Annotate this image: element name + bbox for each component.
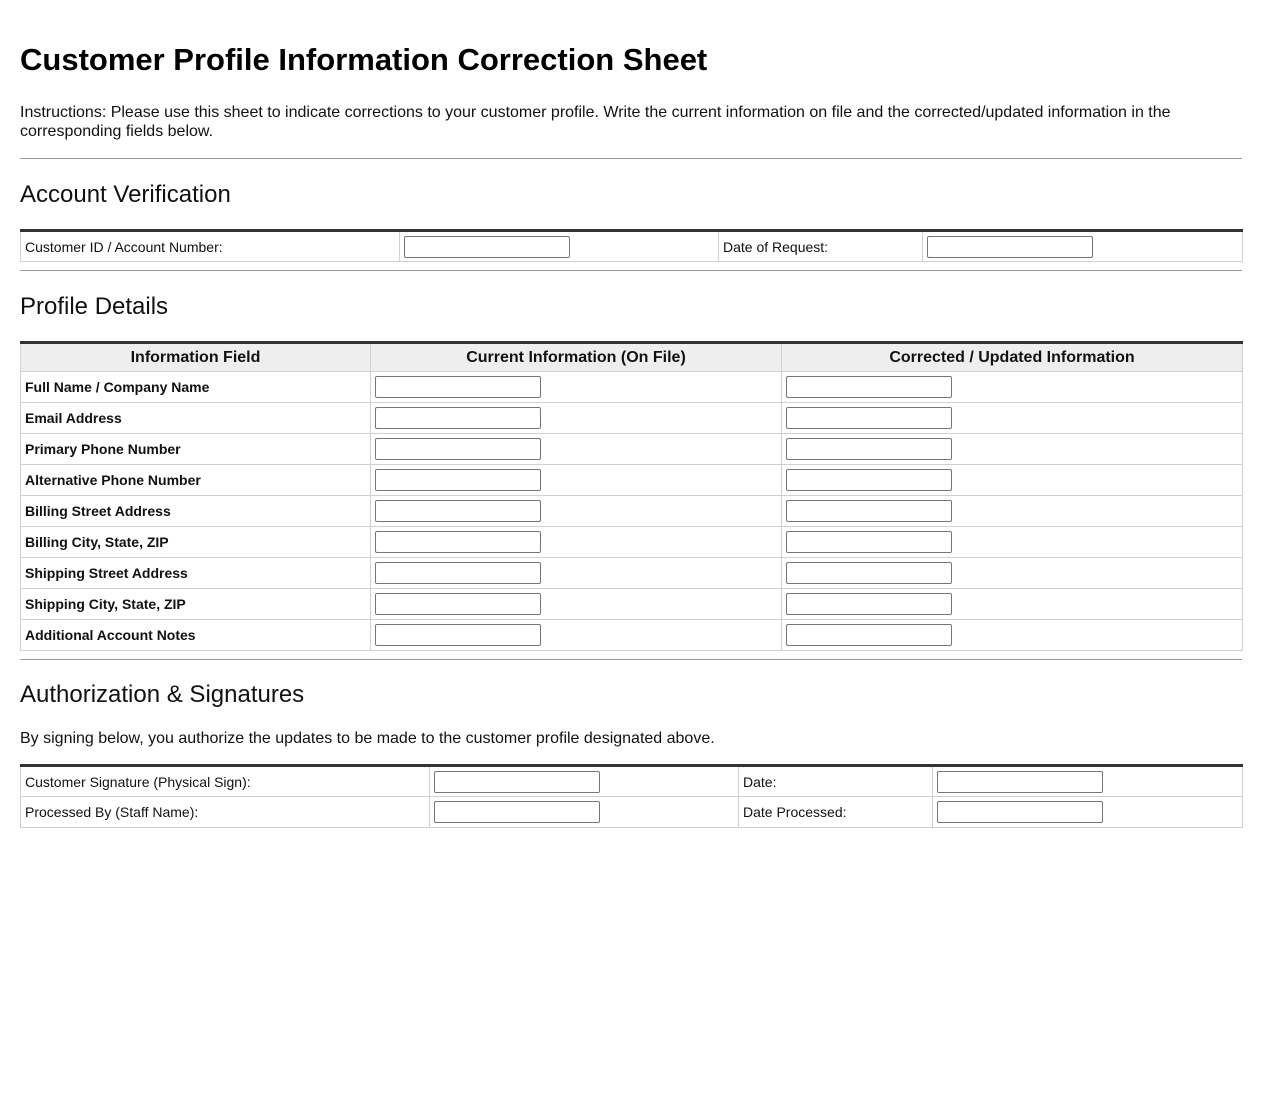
- updated-info-cell: [782, 403, 1243, 434]
- current-info-field[interactable]: [375, 469, 541, 491]
- table-row: [21, 465, 1243, 496]
- table-row: [21, 558, 1243, 589]
- table-row: [21, 797, 1243, 828]
- signature-date-label: Date:: [739, 766, 933, 797]
- request-date-label: Date of Request:: [719, 231, 923, 262]
- updated-info-cell: [782, 465, 1243, 496]
- field-label: Shipping City, State, ZIP: [21, 589, 371, 620]
- date-processed-label: Date Processed:: [739, 797, 933, 828]
- signature-date-cell: [933, 766, 1243, 797]
- date-processed-cell: [933, 797, 1243, 828]
- updated-info-field[interactable]: [786, 593, 952, 615]
- table-row: [21, 620, 1243, 651]
- field-label: Alternative Phone Number: [21, 465, 371, 496]
- field-label: Billing Street Address: [21, 496, 371, 527]
- table-row: [21, 372, 1243, 403]
- updated-info-field[interactable]: [786, 376, 952, 398]
- section-divider: [20, 270, 1242, 271]
- field-label: Primary Phone Number: [21, 434, 371, 465]
- current-info-field[interactable]: [375, 562, 541, 584]
- customer-id-field[interactable]: [404, 236, 570, 258]
- updated-info-cell: [782, 372, 1243, 403]
- column-header: Information Field: [21, 343, 371, 372]
- authorization-text: By signing below, you authorize the updates to be made to the customer profile designated above.: [20, 730, 715, 747]
- updated-info-cell: [782, 496, 1243, 527]
- updated-info-field[interactable]: [786, 500, 952, 522]
- current-info-field[interactable]: [375, 407, 541, 429]
- field-label: Billing City, State, ZIP: [21, 527, 371, 558]
- processed-by-cell: [430, 797, 739, 828]
- updated-info-field[interactable]: [786, 531, 952, 553]
- field-label: Email Address: [21, 403, 371, 434]
- field-label: Shipping Street Address: [21, 558, 371, 589]
- field-label: Full Name / Company Name: [21, 372, 371, 403]
- signature-date-field[interactable]: [937, 771, 1103, 793]
- current-info-field[interactable]: [375, 500, 541, 522]
- date-processed-field[interactable]: [937, 801, 1103, 823]
- request-date-cell: [923, 231, 1243, 262]
- processed-by-field[interactable]: [434, 801, 600, 823]
- current-info-cell: [371, 527, 782, 558]
- table-row: [21, 231, 1243, 262]
- current-info-field[interactable]: [375, 624, 541, 646]
- updated-info-cell: [782, 558, 1243, 589]
- table-row: [21, 496, 1243, 527]
- updated-info-field[interactable]: [786, 407, 952, 429]
- table-row: [21, 434, 1243, 465]
- current-info-cell: [371, 589, 782, 620]
- updated-info-field[interactable]: [786, 562, 952, 584]
- customer-signature-label: Customer Signature (Physical Sign):: [21, 766, 430, 797]
- page-title: Customer Profile Information Correction Sheet: [20, 42, 708, 77]
- current-info-cell: [371, 620, 782, 651]
- authorization-heading: Authorization & Signatures: [20, 681, 305, 708]
- customer-id-cell: [400, 231, 719, 262]
- signature-table: [20, 764, 1243, 828]
- current-info-field[interactable]: [375, 531, 541, 553]
- section-divider: [20, 659, 1242, 660]
- current-info-cell: [371, 372, 782, 403]
- updated-info-cell: [782, 620, 1243, 651]
- instructions-text: Instructions: Please use this sheet to indicate corrections to your customer profile. Write the current information on file and the corrected/updated information in the corresponding fields below.: [20, 104, 1171, 140]
- field-label: Additional Account Notes: [21, 620, 371, 651]
- table-header-row: [21, 343, 1243, 372]
- current-info-field[interactable]: [375, 438, 541, 460]
- column-header: Current Information (On File): [371, 343, 782, 372]
- updated-info-field[interactable]: [786, 469, 952, 491]
- current-info-cell: [371, 465, 782, 496]
- updated-info-field[interactable]: [786, 438, 952, 460]
- section-divider: [20, 158, 1242, 159]
- table-row: [21, 766, 1243, 797]
- table-row: [21, 403, 1243, 434]
- current-info-cell: [371, 558, 782, 589]
- profile-details-table: [20, 341, 1243, 651]
- column-header: Corrected / Updated Information: [782, 343, 1243, 372]
- customer-signature-field[interactable]: [434, 771, 600, 793]
- customer-id-label: Customer ID / Account Number:: [21, 231, 400, 262]
- request-date-field[interactable]: [927, 236, 1093, 258]
- current-info-field[interactable]: [375, 376, 541, 398]
- account-verification-table: [20, 229, 1243, 262]
- current-info-field[interactable]: [375, 593, 541, 615]
- updated-info-cell: [782, 527, 1243, 558]
- table-row: [21, 527, 1243, 558]
- updated-info-field[interactable]: [786, 624, 952, 646]
- table-row: [21, 589, 1243, 620]
- customer-signature-cell: [430, 766, 739, 797]
- account-verification-heading: Account Verification: [20, 181, 231, 208]
- current-info-cell: [371, 434, 782, 465]
- updated-info-cell: [782, 434, 1243, 465]
- updated-info-cell: [782, 589, 1243, 620]
- current-info-cell: [371, 496, 782, 527]
- profile-details-heading: Profile Details: [20, 293, 169, 320]
- current-info-cell: [371, 403, 782, 434]
- processed-by-label: Processed By (Staff Name):: [21, 797, 430, 828]
